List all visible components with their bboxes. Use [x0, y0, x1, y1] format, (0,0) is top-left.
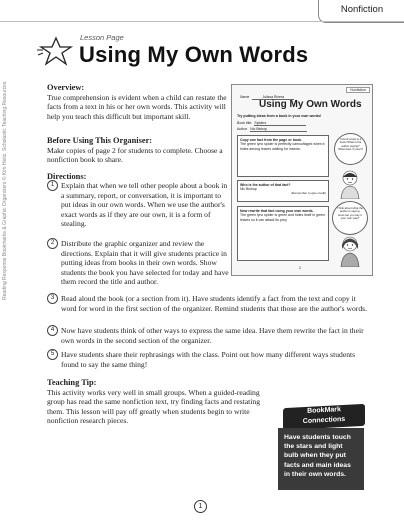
before-heading: Before Using This Organiser: [47, 136, 153, 145]
thumb-box2-sub: (Remember to give credit) [291, 191, 326, 195]
tip-heading: Teaching Tip: [47, 378, 97, 387]
bookmark-text: Have students touch the stars and light bulb when they put facts and main ideas in their own words. [284, 434, 351, 478]
thumb-book-label: Book title [237, 121, 252, 125]
bookmark-connections-label [283, 404, 365, 430]
thumb-box-copy [237, 135, 329, 177]
organizer-thumbnail [231, 84, 373, 276]
tip-text: This activity works very well in small groups. When a guided-reading group has read the same nonfiction text, try finding facts and restating them. This lesson will pay off greatly when students begin to write nonfiction research pieces. [47, 387, 260, 426]
header-divider [0, 21, 404, 22]
before-section [47, 136, 229, 165]
overview-heading: Overview: [47, 83, 85, 92]
thumb-name-value: Julissa Rivera [252, 95, 294, 100]
thumb-author-value: Nic Bishop [250, 127, 307, 132]
thumb-box3-heading: Now rewrite that fact using your own words. [240, 209, 314, 213]
direction-step [47, 181, 232, 231]
tip-section [47, 378, 273, 426]
thumb-author-label: Author [237, 127, 248, 131]
thumb-speech-bubble: Think about what the author is saying. How can you say it your own way? [332, 201, 368, 235]
thumb-box2-value: Nic Bishop [240, 187, 257, 191]
thumb-speech-bubble: I found a fact in a book! What is the author saying? What does it mean? [334, 133, 367, 165]
step-text: Read aloud the book (or a section from it). Have students identify a fact from the text and copy it word for word in the first section of the organizer. Remind students that those are the author's words. [61, 294, 367, 313]
star-icon [36, 36, 76, 66]
thumb-book-value: Spiders [254, 121, 306, 126]
thumb-box3-text: The green lynx spider is green and hides itself in green leaves so it can attack its prey. [240, 213, 326, 222]
lesson-eyebrow: Lesson Page [80, 33, 124, 42]
thumb-page-number: 2 [299, 266, 301, 270]
before-text: Make copies of page 2 for students to complete. Choose a nonfiction book to share. [47, 145, 223, 165]
thumb-box-author [237, 180, 329, 202]
thumb-name-label: Name [240, 95, 250, 99]
step-number: 5 [47, 349, 58, 360]
step-text: Have students share their rephrasings with the class. Point out how many different ways students found to say the same thing! [61, 350, 356, 369]
page-number: 1 [194, 500, 207, 513]
step-number: 1 [47, 180, 58, 191]
step-number: 4 [47, 325, 58, 336]
thumb-book-row [237, 121, 306, 125]
bookmark-label-bottom: Connections [302, 415, 346, 426]
section-tab [318, 0, 404, 23]
step-number: 2 [47, 238, 58, 249]
thumb-title: Using My Own Words [259, 99, 362, 110]
step-text: Explain that when we tell other people about a book in a summary, report, or conversation, it is important to put ideas in our own words. When we use the author's exact words as if they are our own, it is a form of stealing. [61, 181, 228, 229]
thumb-box-rewrite [237, 206, 329, 261]
step-number: 3 [47, 293, 58, 304]
section-tab-label: Nonfiction [340, 4, 384, 15]
overview-text: True comprehension is evident when a child can restate the facts from a text in his or her own words. This activity will help you teach this difficult but important skill. [47, 92, 227, 121]
side-credit: Reading Response Bookmarks & Graphic Organizers © Kim Heitz, Scholastic Teaching Resources [2, 81, 8, 300]
thumb-student-illustration [336, 235, 364, 267]
thumb-box2-heading: Who is the author of that fact? [240, 183, 291, 187]
step-text: Distribute the graphic organizer and review the directions. Explain that it will give students practice in putting ideas from books in their own words. Show students the book you have selected for today and have them record the title and author. [61, 239, 229, 287]
overview-section [47, 83, 227, 121]
thumb-student-illustration [336, 169, 364, 199]
thumb-box1-text: The green lynx spider is perfectly camouflaged when it hides among leaves waiting for insects. [240, 142, 325, 151]
step-text: Now have students think of other ways to express the same idea. Have them rewrite the fact in their own words in the second section of the organizer. [61, 326, 364, 345]
direction-step [47, 239, 232, 299]
thumb-box1-heading: Copy one fact from the page or book. [240, 138, 303, 142]
thumb-author-row [237, 127, 307, 131]
bookmark-label-top: BookMark [307, 406, 341, 415]
thumb-instruction: Try putting ideas from a book in your own words! [237, 114, 322, 118]
bookmark-connections-box [278, 428, 364, 490]
thumb-corner-tab: Nonfiction [346, 87, 370, 93]
page-title: Using My Own Words [79, 42, 309, 67]
directions-heading: Directions: [47, 172, 87, 181]
